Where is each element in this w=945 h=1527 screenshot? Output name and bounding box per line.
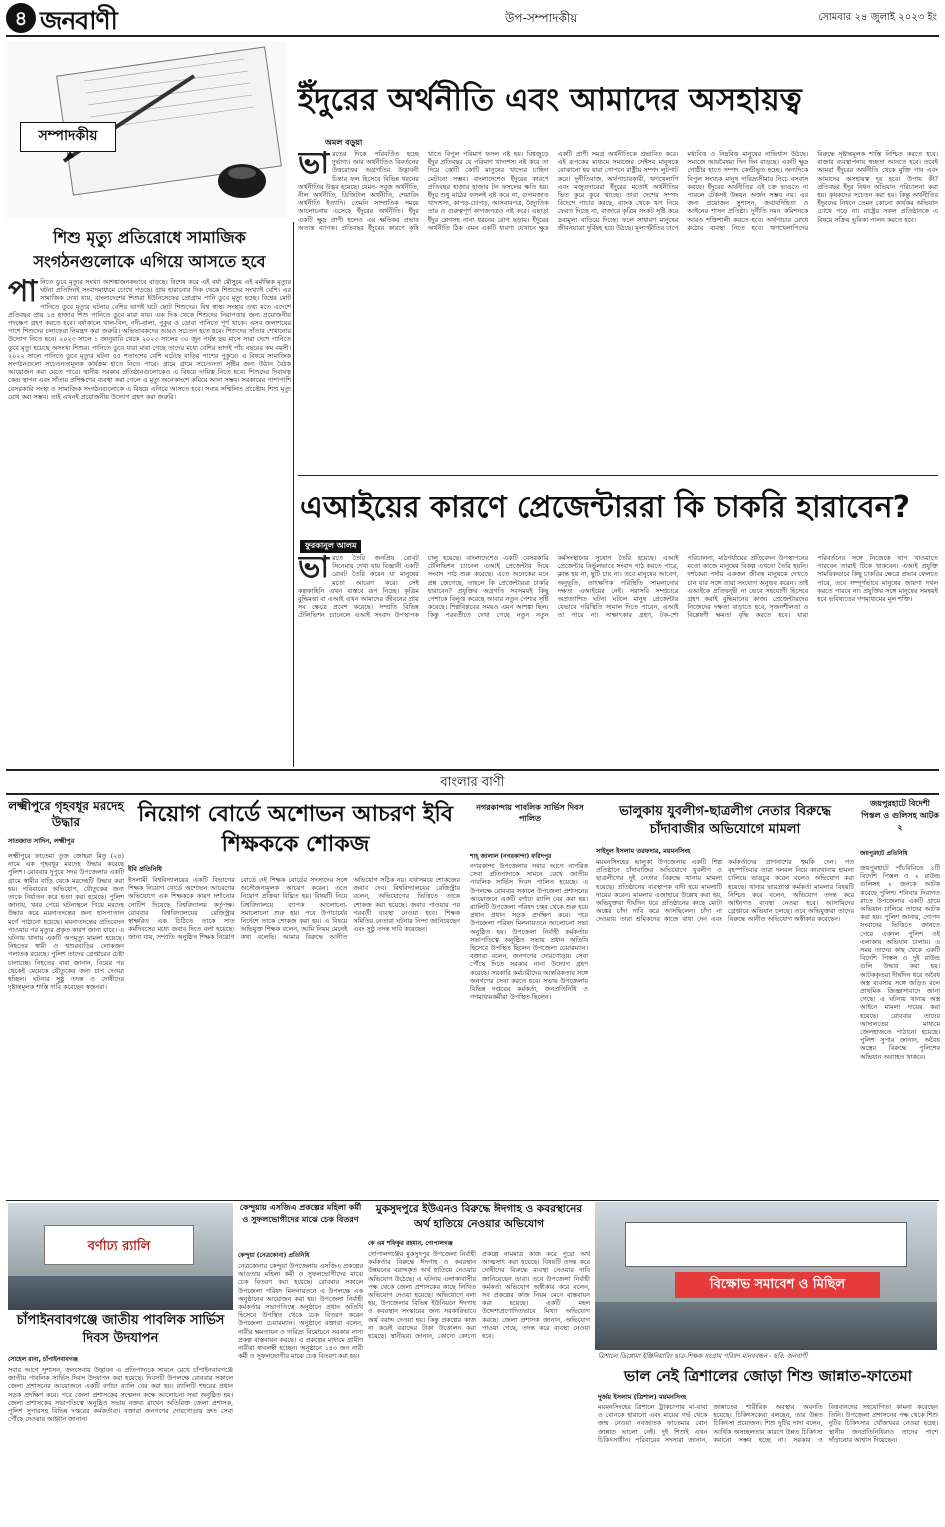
band-title: বাংলার বাণী [440, 775, 505, 790]
news10-byline: দুর্জয় ইসলাম (ত্রিশাল) ময়মনসিংহ [598, 1393, 687, 1401]
news2-headline: নিয়োগ বোর্ডে অশোভন আচরণ ইবি শিক্ষককে শোকজ [138, 802, 453, 857]
news9-caption: ত্রিশালে ডিপ্লোমা ইঞ্জিনিয়ারিং ছাত্র-শিক্ষক সংগ্রাম পরিষদ মানববন্ধন - ছবি: জনবাণী [598, 1352, 808, 1360]
news6-body: সবার আগে সুশাসন, জনসেবায় উদ্ভাবন এ প্রতিপাদ্যকে সামনে রেখে চাঁপাইনবাবগঞ্জে জাতীয় পাবলিক সার্ভিস দিবস উদযাপন করা হয়েছে। দিবসটি উপলক্ষে রোববার সকালে জেলা প্রশাসনের আয়োজনে একটি বর্ণাঢ্য র‍্যালি বের করা হয়। র‍্যালিটি শহরের প্রধান সড়ক প্রদক্ষিণ করে। পরে জেলা প্রশাসকের সম্মেলন কক্ষে আলোচনা সভা অনুষ্ঠিত হয়। জেলা প্রশাসকের সভাপতিত্বে অনুষ্ঠিত সভায় বক্তব্য রাখেন অতিরিক্ত জেলা প্রশাসক, পুলিশ সুপারসহ বিভিন্ন দপ্তরের কর্মকর্তারা। বক্তারা জনগণের দোরগোড়ায় দ্রুত সেবা পৌঁছে দেওয়ার আহ্বান জানান। [8, 1366, 233, 1424]
news8-body: গোপালগঞ্জের মুকসুদপুর উপজেলা নির্বাহী কর্মকর্তার বিরুদ্ধে ঈদগাহ ও কবরস্থান উন্নয়নের বরাদ্দকৃত অর্থ হাতিয়ে নেওয়ার অভিযোগ উঠেছে। এ ঘটনায় এলাকাবাসীর পক্ষ থেকে জেলা প্রশাসকের কাছে লিখিত অভিযোগ দেওয়া হয়েছে। অভিযোগে বলা হয়, উপজেলার বিভিন্ন ইউনিয়নে ঈদগাহ ও কবরস্থান সংস্কারের জন্য সরকারিভাবে অর্থ বরাদ্দ দেওয়া হয়। কিন্তু প্রকল্পের কাজ না করেই বরাদ্দের টাকা উত্তোলন করা হয়েছে। স্থানীয়রা জানান, কোনো কোনো প্রকল্পে নামমাত্র কাজ করে পুরো অর্থ আত্মসাৎ করা হয়েছে। বিষয়টি তদন্ত করে দোষীদের বিরুদ্ধে ব্যবস্থা নেওয়ার দাবি জানিয়েছেন তারা। তবে উপজেলা নির্বাহী কর্মকর্তা অভিযোগ অস্বীকার করে বলেন, সব প্রকল্পের কাজ নিয়ম মেনে বাস্তবায়ন করা হয়েছে। একটি মহল উদ্দেশ্যপ্রণোদিতভাবে মিথ্যা অভিযোগ করছে। জেলা প্রশাসক জানান, অভিযোগ পাওয়া গেছে, তদন্ত করে ব্যবস্থা নেওয়া হবে। [368, 1250, 590, 1341]
lower-divider [6, 1200, 939, 1201]
news8-headline: মুকসুদপুরে ইউএনও বিরুদ্ধে ঈদগাহ ও কবরস্থানের অর্থ হাতিয়ে নেওয়ার অভিযোগ [375, 1203, 583, 1230]
masthead-rule [6, 35, 939, 37]
news5-headline: জয়পুরহাটে বিদেশী পিস্তল ও গুলিসহ আটক ২ [861, 799, 939, 832]
band-rule-top [6, 769, 939, 771]
editorial-label: সম্পাদকীয় [20, 122, 116, 152]
column-divider [293, 222, 294, 767]
news2-byline: ইবি প্রতিনিধি [128, 865, 162, 873]
news7-body: নেত্রকোনার কেন্দুয়া উপজেলায় এসজিএ প্রকল্পের আওতায় মহিলা কর্মী ও সুফলভোগীদের মাঝে চেক বিতরণ করা হয়েছে। রোববার সকালে উপজেলা পরিষদ মিলনায়তনে এ উপলক্ষে এক অনুষ্ঠানের আয়োজন করা হয়। উপজেলা নির্বাহী কর্মকর্তার সভাপতিত্বে অনুষ্ঠানে প্রধান অতিথি হিসেবে উপস্থিত থেকে চেক বিতরণ করেন উপজেলা চেয়ারম্যান। অনুষ্ঠানে বক্তারা বলেন, নারীর ক্ষমতায়ন ও দারিদ্র্য বিমোচনে সরকার নানা প্রকল্প বাস্তবায়ন করছে। এ প্রকল্পের মাধ্যমে গ্রামীণ নারীরা স্বাবলম্বী হচ্ছেন। অনুষ্ঠানে ১৪৩ জন নারী কর্মী ও সুফলভোগীর মাঝে চেক বিতরণ করা হয়। [238, 1262, 363, 1361]
news10-headline: ভাল নেই ত্রিশালের জোড়া শিশু জান্নাত-ফাতেমা [623, 1367, 913, 1385]
issue-date: সোমবার ২৪ জুলাই ২০২৩ ইং [818, 12, 937, 23]
news4-byline: সাইদুল ইসলাম তরফদার, ময়মনসিংহ [596, 847, 691, 855]
article2-headline: এআইয়ের কারণে প্রেজেন্টাররা কি চাকরি হারাবেন? [300, 490, 910, 525]
news8-byline: কে এম শফিকুর রহমান, গোপালগঞ্জ [368, 1240, 453, 1247]
news5-body: জয়পুরহাটে পাঁচবিবিতে ১টি বিদেশি পিস্তল ও ২ রাউন্ড গুলিসহ ২ জনকে আটক করেছে পুলিশ। শনিবার দিবাগত রাতে উপজেলার একটি গ্রামে অভিযান চালিয়ে তাদের আটক করা হয়। পুলিশ জানায়, গোপন সংবাদের ভিত্তিতে জানতে পেরে একদল পুলিশ ওই এলাকায় অভিযান চালায়। এ সময় তাদের কাছ থেকে একটি বিদেশি পিস্তল ও দুই রাউন্ড গুলি উদ্ধার করা হয়। আটককৃতরা দীর্ঘদিন ধরে অবৈধ অস্ত্র ব্যবসার সঙ্গে জড়িত বলে প্রাথমিক জিজ্ঞাসাবাদে জানা গেছে। এ ঘটনায় থানায় অস্ত্র আইনে মামলা দায়ের করা হয়েছে। রোববার তাদের আদালতের মাধ্যমে জেলহাজতে পাঠানো হয়েছে। পুলিশ সুপার জানান, অবৈধ অস্ত্রের বিরুদ্ধে পুলিশের অভিযান অব্যাহত থাকবে। [860, 864, 940, 1061]
news10-body: ময়মনসিংহের ত্রিশালে ট্রাকচাপায় মা-বাবা ও বোনকে হারানো এবং মায়ের গর্ভ থেকে জন্ম নেওয়া নবজাতক ফাতেমার বোন জান্নাত ভালো নেই। দুই শিশুই এখন চিকিৎসাধীন। পরিবারের সদস্যরা জানান, জান্নাতের শারীরিক অবস্থার অবনতি হয়েছে। চিকিৎসকেরা বলছেন, তার উন্নত চিকিৎসা প্রয়োজন। শিশু দুটির দাদা বলেন, আর্থিক অসচ্ছলতার কারণে উন্নত চিকিৎসা করানো সম্ভব হচ্ছে না। সরকার ও বিত্তবানদের সহযোগিতা কামনা করেছেন তিনি। উপজেলা প্রশাসনের পক্ষ থেকে শিশু দুটির চিকিৎসার খোঁজখবর নেওয়া হচ্ছে। স্থানীয় জনপ্রতিনিধিরাও তাদের পাশে দাঁড়ানোর আশ্বাস দিয়েছেন। [598, 1403, 938, 1444]
masthead [0, 0, 945, 36]
news3-byline: শাহ্ জালাল (নগরকান্দা) ফরিদপুর [470, 853, 552, 860]
article2-body: ভারতে তৈরি জনপ্রিয় রোবট সিনেমায় দেখা যায় বিজ্ঞানী একটি রোবট তৈরি করেন যা মানুষের মতো আচরণ করে। সেই কল্পকাহিনি এখন বাস্তবে রূপ নিচ্ছে। কৃত্রিম বুদ্ধিমত্তা বা এআই এখন আমাদের জীবনের প্রায় সব ক্ষেত্রে প্রবেশ করেছে। সম্প্রতি বিভিন্ন টেলিভিশন চ্যানেলে এআই সংবাদ উপস্থাপক চালু হয়েছে। বাংলাদেশেও একটি বেসরকারি টেলিভিশন চ্যানেল এআই প্রেজেন্টার দিয়ে সংবাদ পাঠ শুরু করেছে। এতে অনেকের মনে প্রশ্ন জেগেছে, তাহলে কি প্রেজেন্টাররা চাকরি হারাবেন? প্রযুক্তির অগ্রগতি সবসময়ই কিছু পেশাকে বিলুপ্ত করেছে আবার নতুন পেশার সৃষ্টি করেছে। শিল্পবিপ্লবের সময়ও এমন আশঙ্কা ছিল। কিন্তু পরবর্তীতে দেখা গেছে নতুন নতুন কর্মসংস্থানের সুযোগ তৈরি হয়েছে। এআই প্রেজেন্টার নির্ভুলভাবে সংবাদ পাঠ করতে পারে, ক্লান্ত হয় না, ছুটি চায় না। তবে মানুষের আবেগ, অনুভূতি, তাৎক্ষণিক পরিস্থিতি সামলানোর দক্ষতা এআইয়ের নেই। সরাসরি সম্প্রচারে অপ্রত্যাশিত ঘটনা ঘটলে মানুষ প্রেজেন্টার যেভাবে পরিস্থিতি সামাল দিতে পারেন, এআই তা পারে না। সাক্ষাৎকার গ্রহণ, টক-শো পরিচালনা, মাঠপর্যায়ের প্রতিবেদন উপস্থাপনের মতো কাজে মানুষের বিকল্প এখনো তৈরি হয়নি। দর্শকেরা পর্দায় একজন জীবন্ত মানুষকে দেখতে চান যার সঙ্গে তারা সংযোগ অনুভব করেন। তাই এআইকে প্রতিদ্বন্দ্বী না ভেবে সহযোগী হিসেবে গ্রহণ করাই বুদ্ধিমানের কাজ। প্রেজেন্টারদের নিজেদের দক্ষতা বাড়াতে হবে, সৃজনশীলতা ও বিশ্লেষণী ক্ষমতা বৃদ্ধি করতে হবে। যারা পরিবর্তনের সঙ্গে নিজেকে খাপ খাওয়াতে পারবেন তারাই টিকে থাকবেন। এআই প্রযুক্তি সাময়িকভাবে কিছু চাকরির ক্ষেত্রে প্রভাব ফেলতে পারে, তবে সম্পূর্ণভাবে মানুষের জায়গা দখল করতে পারবে না। প্রযুক্তির সঙ্গে মানুষের সমন্বয়ই হবে ভবিষ্যতের গণমাধ্যমের মূল শক্তি। [298, 554, 938, 620]
news7-byline: কেন্দুয়া (নেত্রকোনা) প্রতিনিধি [238, 1252, 310, 1259]
news3-headline: নগরকান্দায় পাবলিক সার্ভিস দিবস পালিত [476, 803, 584, 823]
article1-body: ভারতের দিকে পরিবর্তিত হচ্ছে দুর্ভাগ্য। আর অর্থনীতিও বিবর্তনের উত্তরোত্তর অগ্রগতির উদ্ভাবনী চিন্তার ফল হিসেবে বিভিন্ন ধরনের অর্থনীতির উদ্ভব হয়েছে। যেমন- সবুজ অর্থনীতি, নীল অর্থনীতি, ডিজিটাল অর্থনীতি, শেয়ারিং অর্থনীতি ইত্যাদি। তেমনি সাম্প্রতিক সময়ে আলোচনায় এসেছে ইঁদুরের অর্থনীতি। ইঁদুর একটি ক্ষুদ্র প্রাণী হলেও এর ক্ষতিকর প্রভাব অত্যন্ত ব্যাপক। প্রতিবছর ইঁদুরের কারণে কৃষি খাতে বিপুল পরিমাণ ফসল নষ্ট হয়। বিশ্বজুড়ে ইঁদুর প্রতিবছর যে পরিমাণ খাদ্যশস্য নষ্ট করে তা দিয়ে কোটি কোটি মানুষের খাদ্যের চাহিদা মেটানো সম্ভব। বাংলাদেশেও ইঁদুরের কারণে প্রতিবছর হাজার হাজার টন ফসলের ক্ষতি হয়। ইঁদুর শুধু মাঠের ফসলই নষ্ট করে না, গুদামজাত খাদ্যশস্য, কাপড়-চোপড়, আসবাবপত্র, বৈদ্যুতিক তার ও গুরুত্বপূর্ণ কাগজপত্রও নষ্ট করে। এছাড়া ইঁদুর প্লেগসহ নানা ধরনের রোগ ছড়ায়। ইঁদুরের অর্থনীতি ঠিক এমন একটি ধারণা যেখানে ক্ষুদ্র একটি প্রাণী সমগ্র অর্থনীতিকে প্রভাবিত করে। এই রূপকের মাধ্যমে সমাজের সেইসব মানুষকে বোঝানো হয় যারা গোপনে রাষ্ট্রীয় সম্পদ লুটপাট করে। দুর্নীতিবাজ, অর্থপাচারকারী, ঋণখেলাপি এবং মজুতদারেরা ইঁদুরের মতোই অর্থনীতির ভিত কুরে কুরে খাচ্ছে। তারা দেশের সম্পদ বিদেশে পাচার করছে, ব্যাংক থেকে ঋণ নিয়ে ফেরত দিচ্ছে না, বাজারে কৃত্রিম সংকট সৃষ্টি করে দ্রব্যমূল্য বাড়িয়ে দিচ্ছে। ফলে সাধারণ মানুষের জীবনযাত্রা দুর্বিষহ হয়ে উঠছে। মূল্যস্ফীতির চাপে মধ্যবিত্ত ও নিম্নবিত্ত মানুষের নাভিশ্বাস উঠছে। সমাজে আয়বৈষম্য দিন দিন বাড়ছে। একটি ক্ষুদ্র গোষ্ঠীর হাতে সম্পদ কেন্দ্রীভূত হচ্ছে। অন্যদিকে বিপুল সংখ্যক মানুষ দারিদ্র্যসীমার নিচে বসবাস করছে। ইঁদুরের অর্থনীতির এই চক্র ভাঙতে না পারলে টেকসই উন্নয়ন অর্জন সম্ভব নয়। এর জন্য প্রয়োজন সুশাসন, জবাবদিহিতা ও আইনের শাসন প্রতিষ্ঠা। দুর্নীতি দমন কমিশনকে আরও শক্তিশালী করতে হবে। অর্থপাচার রোধে কঠোর ব্যবস্থা নিতে হবে। ঋণখেলাপিদের বিরুদ্ধে দৃষ্টান্তমূলক শাস্তি নিশ্চিত করতে হবে। বাজার ব্যবস্থাপনায় স্বচ্ছতা আনতে হবে। তবেই আমরা ইঁদুরের অর্থনীতি থেকে মুক্তি পাব এবং আমাদের অসহায়ত্ব দূর হবে। উপায় কী? প্রতিবছর ইঁদুর নিধন অভিযান পরিচালনা করা হয়। কৃষকদের সচেতন করা হয়। কিন্তু অর্থনীতির ইঁদুরদের নিধনে তেমন কোনো কার্যকর অভিযান চোখে পড়ে না। রাষ্ট্রের সকল প্রতিষ্ঠানকে এ বিষয়ে সক্রিয় ভূমিকা পালন করতে হবে। [298, 150, 938, 232]
news4-body: ময়মনসিংহের ভালুকা উপজেলায় একটি শিল্প প্রতিষ্ঠানে চাঁদাবাজির অভিযোগে যুবলীগ ও ছাত্রলীগের দুই নেতার বিরুদ্ধে থানায় মামলা হয়েছে। প্রতিষ্ঠানের ব্যবস্থাপক বাদী হয়ে মামলাটি দায়ের করেন। মামলার এজাহারে উল্লেখ করা হয়, অভিযুক্তরা দীর্ঘদিন ধরে প্রতিষ্ঠানের কাছে মোটা অঙ্কের চাঁদা দাবি করে আসছিলেন। চাঁদা না দেওয়ায় তারা শ্রমিকদের কাজে বাধা দেন এবং কর্মকর্তাদের প্রাণনাশের হুমকি দেন। গত বৃহস্পতিবার তারা দলবল নিয়ে কারখানায় হামলা চালিয়ে ভাঙচুর করেন বলেও অভিযোগ করা হয়েছে। থানার ভারপ্রাপ্ত কর্মকর্তা মামলার বিষয়টি নিশ্চিত করে বলেন, অভিযোগ তদন্ত করে আইনগত ব্যবস্থা নেওয়া হবে। আসামিদের গ্রেপ্তারে অভিযান চলছে। তবে অভিযুক্তরা তাদের বিরুদ্ধে আনীত অভিযোগ অস্বীকার করেছেন। [596, 858, 854, 924]
news6-headline: চাঁপাইনবাবগঞ্জে জাতীয় পাবলিক সার্ভিস দিবস উদযাপন [16, 1313, 225, 1346]
news1-byline: সাতজাত সাদিন, লক্ষ্মীপুর [8, 837, 75, 845]
news1-headline: লক্ষ্মীপুরে গৃহবধূর মরদেহ উদ্ধার [8, 799, 124, 829]
article1-dropcap: ভা [298, 150, 330, 181]
editorial-dropcap: পা [8, 278, 38, 309]
news1-body: লক্ষ্মীপুরে ফাতেমা তুজ জোহরা মিতু (২৪) নামে এক গৃহবধূর মরদেহ উদ্ধার করেছে পুলিশ। রোববার দুপুরে সদর উপজেলার একটি গ্রামে স্বামীর বাড়ি থেকে মরদেহটি উদ্ধার করা হয়। পরিবারের অভিযোগ, যৌতুকের জন্য তাকে নির্যাতন করে হত্যা করা হয়েছে। পুলিশ জানায়, খবর পেয়ে ঘটনাস্থলে গিয়ে মরদেহ উদ্ধার করে ময়নাতদন্তের জন্য হাসপাতাল মর্গে পাঠানো হয়েছে। ময়নাতদন্তের প্রতিবেদন পাওয়ার পর মৃত্যুর প্রকৃত কারণ জানা যাবে। এ ঘটনায় থানায় একটি অপমৃত্যু মামলা হয়েছে। নিহতের স্বামী ও শ্বশুরবাড়ির লোকজন পলাতক রয়েছে। পুলিশ তাদের গ্রেপ্তারের চেষ্টা চালাচ্ছে। নিহতের বাবা জানান, বিয়ের পর থেকেই মেয়েকে যৌতুকের জন্য চাপ দেওয়া হচ্ছিল। ঘটনার সুষ্ঠু তদন্ত ও দোষীদের দৃষ্টান্তমূলক শাস্তি দাবি করেছেন স্বজনরা। [8, 852, 124, 992]
article1-headline: ইঁদুরের অর্থনীতি এবং আমাদের অসহায়ত্ব [298, 82, 802, 118]
article2-dropcap: ভা [298, 554, 330, 585]
news2-body: ইসলামী বিশ্ববিদ্যালয়ের একটি বিভাগের শিক্ষক নিয়োগ বোর্ডে অশোভন আচরণের অভিযোগে এক শিক্ষককে কারণ দর্শানোর নোটিশ দিয়েছে বিশ্ববিদ্যালয় কর্তৃপক্ষ। রোববার বিশ্ববিদ্যালয়ের রেজিস্ট্রার স্বাক্ষরিত এক চিঠিতে তাকে সাত কর্মদিবসের মধ্যে জবাব দিতে বলা হয়েছে। জানা যায়, সম্প্রতি অনুষ্ঠিত শিক্ষক নিয়োগ বোর্ডে ওই শিক্ষক বোর্ডের সদস্যদের সঙ্গে অসৌজন্যমূলক আচরণ করেন। এতে নিয়োগ প্রক্রিয়া বিঘ্নিত হয়। বিষয়টি নিয়ে বিশ্ববিদ্যালয়ে ব্যাপক আলোচনা-সমালোচনা শুরু হয়। পরে উপাচার্যের নির্দেশে তাকে শোকজ করা হয়। এ বিষয়ে অভিযুক্ত শিক্ষক বলেন, আমি নিয়ম মেনেই কথা বলেছি। আমার বিরুদ্ধে আনীত অভিযোগ সঠিক নয়। যথাসময়ে শোকজের জবাব দেব। বিশ্ববিদ্যালয়ের রেজিস্ট্রার বলেন, অভিযোগের ভিত্তিতে তাকে শোকজ করা হয়েছে। জবাব পাওয়ার পর পরবর্তী ব্যবস্থা নেওয়া হবে। শিক্ষক সমিতির নেতারা ঘটনার নিন্দা জানিয়েছেন এবং সুষ্ঠু তদন্ত দাবি করেছেন। [128, 876, 460, 942]
news9-photo [595, 1202, 937, 1350]
page-number: ৪ [6, 3, 36, 33]
news6-photo [8, 1203, 233, 1310]
band-rule-bottom [6, 793, 939, 795]
editorial-body: পানিতে ডুবে মৃত্যুর সংখ্যা আশঙ্কাজনকভাবে বাড়ছে। বিশেষ করে এই বর্ষা মৌসুমে এই মর্মান্তিক মৃত্যুর ঘটনা প্রতিদিনই সংবাদমাধ্যমে চোখে পড়ছে। গ্রাম হারানোর দিক থেকে শিশুদের সংখ্যাই বেশি। এর সামাজিক দেখা যায়, বাংলাদেশের শিশুরা ইউনিসেফের প্রোগ্রাম পানি ডুবে মৃত্যু হচ্ছে। বিশ্বের মোট পানিতে ডুবে মৃত্যুর ঘটনার বেশির ভাগই ঘটে ছোট শিশুদের। বিশ্ব স্বাস্থ্য সংস্থার তথ্য মতে এদেশে প্রতিবছর প্রায় ১৪ হাজার শিশু পানিতে ডুবে মারা যায়। এক দিক থেকে শিশুদের নিরাপত্তার জন্য প্রয়োজনীয় পদক্ষেপ গ্রহণ করতে হবে। বর্ষাকালে খাল-বিল, নদী-নালা, পুকুর ও ডোবা পানিতে পূর্ণ থাকে। এসব জলাশয়ের পাশে শিশুদের চলাফেরা নিয়ন্ত্রণ করা জরুরি। অভিভাবকদের আরও সচেতন হতে হবে। শিশুদের সাঁতার শেখানোর উদ্যোগ নিতে হবে। ২০২৩ সালে ১ জানুয়ারি থেকে ২০২৩ সালের ৩০ জুন পর্যন্ত ছয় মাসে সারা দেশে পানিতে ডুবে মৃত্যু হয়েছে অসংখ্য শিশুর। পানিতে ডুবে যারা মারা গেছে তাদের মধ্যে বেশির ভাগই পাঁচ বছরের কম বয়সী। ২০২২ সালে পানিতে ডুবে মৃত্যুর ঘটনা ৫৫ শতাংশের বেশি ঘটেছে বাড়ির পাশের পুকুরে। এ বিষয়ে সামাজিক সংগঠনগুলো সচেতনতামূলক কার্যক্রম হাতে নিতে পারে। গ্রামে গ্রামে সচেতনতা সৃষ্টির জন্য উঠান বৈঠক আয়োজন করা যেতে পারে। স্থানীয় সরকার প্রতিষ্ঠানগুলোকেও এ বিষয়ে দায়িত্ব নিতে হবে। শিশুদের দিবাযত্ন কেন্দ্র স্থাপন এবং সাঁতার প্রশিক্ষণের ব্যবস্থা করা গেলে এ মৃত্যু অনেকাংশে কমিয়ে আনা সম্ভব। সরকারের পাশাপাশি বেসরকারি সংস্থা ও সামাজিক সংগঠনগুলোকে এ বিষয়ে এগিয়ে আসতে হবে। সবার সম্মিলিত প্রচেষ্টায় শিশু মৃত্যু রোধ করা সম্ভব। তাই এখনই প্রয়োজনীয় উদ্যোগ গ্রহণ করা জরুরি। [8, 278, 291, 401]
section-label: উপ-সম্পাদকীয় [505, 11, 578, 25]
news7-headline: কেন্দুয়ায় এসজিএ প্রকল্পের মহিলা কর্মী ও সুফলভোগীদের মাঝে চেক বিতরণ [239, 1203, 362, 1224]
news9-banner-text: বিক্ষোভ সমাবেশ ও মিছিল [709, 1277, 846, 1292]
news6-byline: সোহেল রানা, চাঁপাইনবাবগঞ্জ [8, 1356, 78, 1363]
article2-author: ফুরকানুল আলম [300, 540, 361, 553]
news3-body: নগরকান্দা উপজেলায় সবার আগে নাগরিক সেবা প্রতিপাদ্যকে সামনে রেখে জাতীয় পাবলিক সার্ভিস দিবস পালিত হয়েছে। এ উপলক্ষে রোববার সকালে উপজেলা প্রশাসনের আয়োজনে একটি বর্ণাঢ্য র‍্যালি বের করা হয়। র‍্যালিটি উপজেলা পরিষদ চত্বর থেকে শুরু হয়ে প্রধান প্রধান সড়ক প্রদক্ষিণ করে। পরে উপজেলা পরিষদ মিলনায়তনে আলোচনা সভা অনুষ্ঠিত হয়। উপজেলা নির্বাহী কর্মকর্তার সভাপতিত্বে অনুষ্ঠিত সভায় প্রধান অতিথি হিসেবে উপস্থিত ছিলেন উপজেলা চেয়ারম্যান। বক্তারা বলেন, জনগণের দোরগোড়ায় সেবা পৌঁছে দিতে সরকার নানা উদ্যোগ গ্রহণ করেছে। সরকারি কর্মচারীদের আন্তরিকতার সঙ্গে জনগণের সেবা করতে হবে। সভায় উপজেলার বিভিন্ন দপ্তরের কর্মকর্তা, জনপ্রতিনিধি ও গণমাধ্যমকর্মীরা উপস্থিত ছিলেন। [470, 862, 588, 1002]
news6-banner-text: বর্ণাঢ্য র‍্যালি [87, 1239, 151, 1254]
article-divider [298, 475, 938, 476]
news4-headline: ভালুকায় যুবলীগ-ছাত্রলীগ নেতার বিরুদ্ধে চাঁদাবাজীর অভিযোগে মামলা [619, 804, 831, 837]
article1-author: অমল বড়ুয়া [325, 138, 363, 147]
news5-byline: জয়পুরহাট প্রতিনিধি [860, 850, 908, 857]
logo: জনবাণী [40, 6, 117, 35]
editorial-headline: শিশু মৃত্যু প্রতিরোধে সামাজিক সংগঠনগুলোকে এগিয়ে আসতে হবে [33, 228, 266, 271]
